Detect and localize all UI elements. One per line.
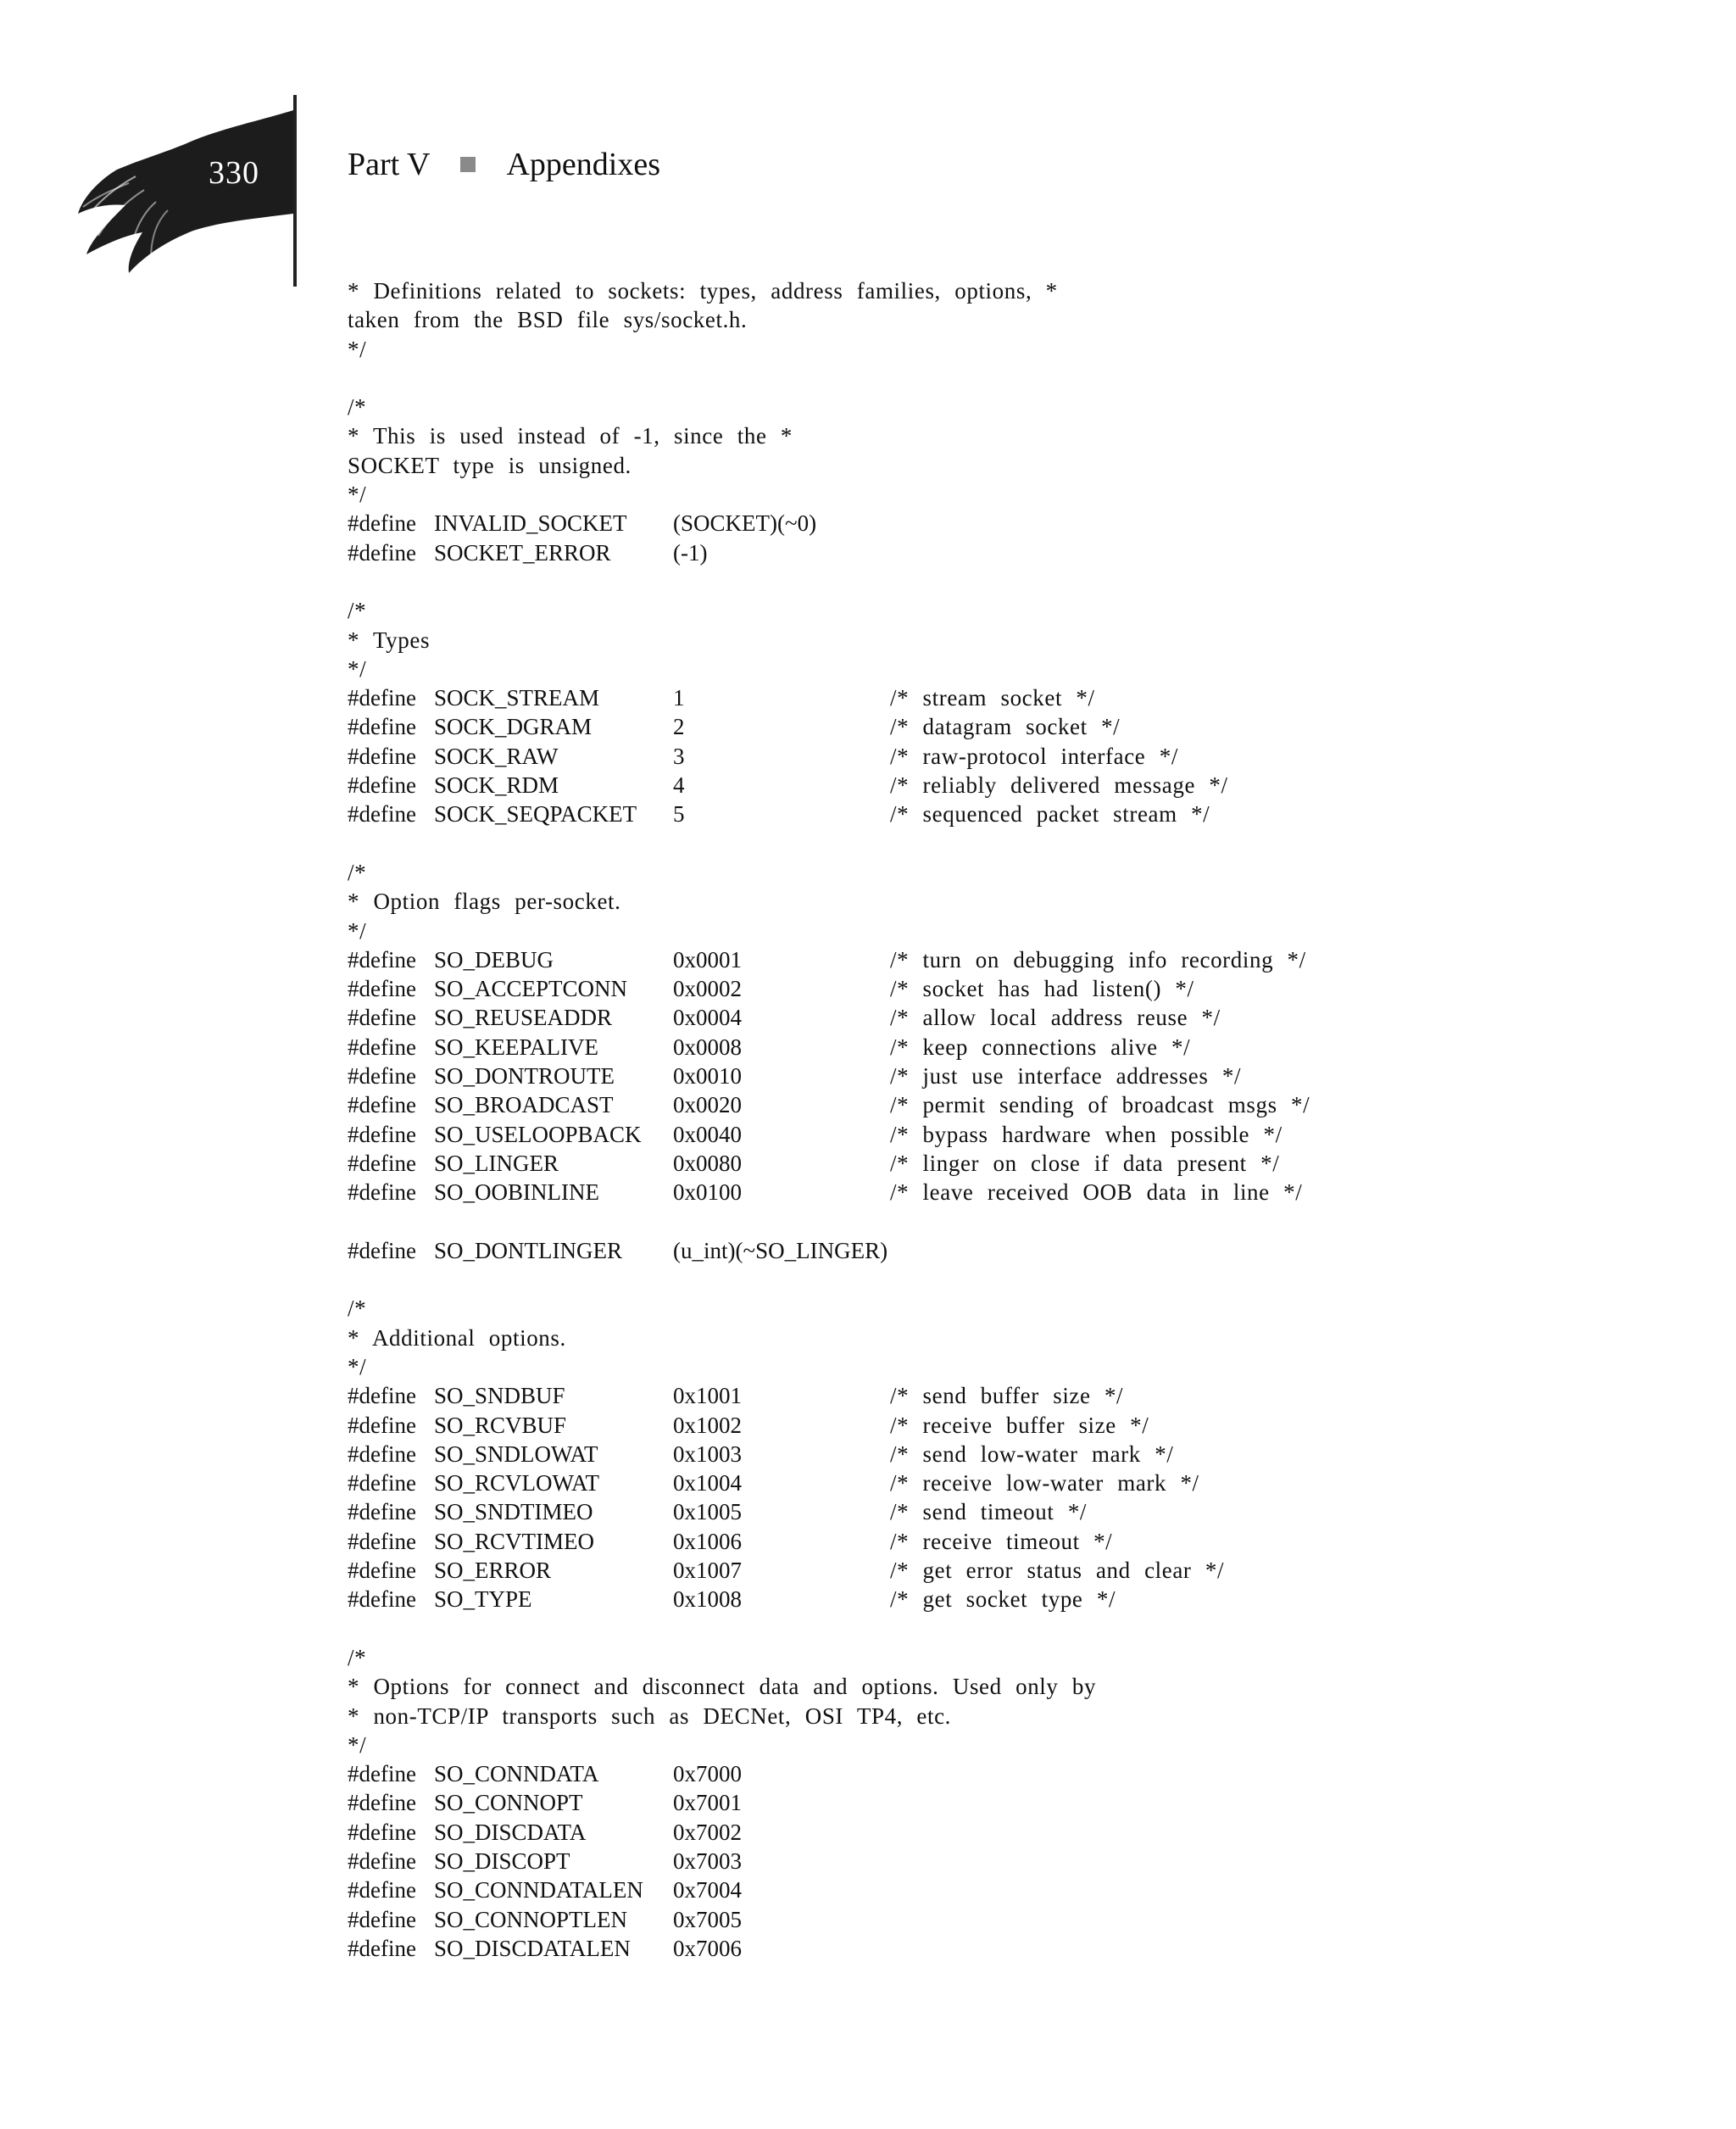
macro-value: 0x1007 [673, 1558, 742, 1584]
comment-text: * Definitions related to sockets: types, address families, options, * [348, 278, 1058, 304]
comment-text: */ [348, 1353, 367, 1379]
comment-text: /* [348, 859, 367, 885]
macro-value: 0x1005 [673, 1499, 742, 1525]
macro-name: SOCK_RDM [434, 772, 559, 799]
quill-banner-emblem [75, 95, 312, 290]
define-keyword: #define [348, 539, 416, 566]
define-keyword: #define [348, 1121, 416, 1147]
macro-name: SOCK_DGRAM [434, 714, 593, 740]
macro-comment: /* reliably delivered message */ [890, 772, 1228, 799]
comment-text: */ [348, 917, 367, 944]
macro-name: SO_RCVTIMEO [434, 1528, 595, 1554]
define-keyword: #define [348, 1499, 416, 1525]
define-keyword: #define [348, 1586, 416, 1613]
define-keyword: #define [348, 1935, 416, 1961]
macro-value: 0x1004 [673, 1470, 742, 1496]
macro-comment: /* sequenced packet stream */ [890, 801, 1210, 828]
define-keyword: #define [348, 1819, 416, 1845]
part-label: Part V [348, 147, 431, 182]
macro-name: SO_SNDBUF [434, 1383, 565, 1409]
macro-value: 0x7003 [673, 1848, 742, 1875]
comment-text: */ [348, 336, 367, 362]
comment-text: SOCKET type is unsigned. [348, 452, 632, 478]
macro-value: (u_int)(~SO_LINGER) [673, 1237, 888, 1263]
macro-value: 2 [673, 714, 685, 740]
macro-value: 0x7001 [673, 1790, 742, 1816]
macro-comment: /* get error status and clear */ [890, 1558, 1225, 1584]
macro-value: 4 [673, 772, 685, 799]
macro-value: 0x1003 [673, 1441, 742, 1467]
macro-name: SO_OOBINLINE [434, 1179, 599, 1206]
macro-comment: /* send low-water mark */ [890, 1441, 1174, 1467]
macro-name: SO_SNDLOWAT [434, 1441, 598, 1467]
comment-text: taken from the BSD file sys/socket.h. [348, 307, 748, 333]
macro-value: (SOCKET)(~0) [673, 510, 817, 537]
define-keyword: #define [348, 1092, 416, 1118]
macro-name: SO_KEEPALIVE [434, 1034, 599, 1060]
comment-text: /* [348, 598, 367, 624]
square-bullet-icon [460, 157, 476, 172]
macro-value: 0x1001 [673, 1383, 742, 1409]
macro-name: SO_CONNDATALEN [434, 1877, 643, 1903]
define-keyword: #define [348, 1150, 416, 1176]
macro-name: SO_CONNOPT [434, 1790, 583, 1816]
macro-value: 5 [673, 801, 685, 828]
define-keyword: #define [348, 1237, 416, 1263]
macro-value: 0x0100 [673, 1179, 742, 1206]
macro-value: (-1) [673, 539, 708, 566]
comment-text: * Option flags per-socket. [348, 889, 621, 915]
macro-name: SO_DEBUG [434, 946, 554, 973]
macro-name: SOCK_RAW [434, 743, 559, 769]
page-number: 330 [209, 155, 259, 191]
macro-comment: /* raw-protocol interface */ [890, 743, 1178, 769]
define-keyword: #define [348, 976, 416, 1002]
macro-comment: /* send timeout */ [890, 1499, 1088, 1525]
macro-comment: /* receive low-water mark */ [890, 1470, 1199, 1496]
comment-text: */ [348, 1731, 367, 1758]
macro-comment: /* leave received OOB data in line */ [890, 1179, 1303, 1206]
macro-value: 0x0004 [673, 1005, 742, 1031]
define-keyword: #define [348, 714, 416, 740]
macro-name: SO_REUSEADDR [434, 1005, 613, 1031]
macro-value: 0x7005 [673, 1906, 742, 1932]
macro-name: SO_RCVLOWAT [434, 1470, 600, 1496]
macro-name: SOCK_SEQPACKET [434, 801, 637, 828]
define-keyword: #define [348, 1906, 416, 1932]
macro-comment: /* bypass hardware when possible */ [890, 1121, 1283, 1147]
running-head [348, 146, 660, 183]
macro-comment: /* turn on debugging info recording */ [890, 946, 1306, 973]
define-keyword: #define [348, 946, 416, 973]
macro-comment: /* send buffer size */ [890, 1383, 1124, 1409]
macro-comment: /* keep connections alive */ [890, 1034, 1191, 1060]
macro-value: 0x0008 [673, 1034, 742, 1060]
macro-value: 0x1008 [673, 1586, 742, 1613]
macro-value: 0x7004 [673, 1877, 742, 1903]
macro-name: INVALID_SOCKET [434, 510, 627, 537]
macro-comment: /* get socket type */ [890, 1586, 1116, 1613]
macro-comment: /* allow local address reuse */ [890, 1005, 1221, 1031]
macro-name: SOCK_STREAM [434, 685, 600, 711]
define-keyword: #define [348, 1790, 416, 1816]
macro-comment: /* stream socket */ [890, 685, 1095, 711]
macro-name: SO_USELOOPBACK [434, 1121, 642, 1147]
comment-text: * This is used instead of -1, since the * [348, 423, 793, 449]
define-keyword: #define [348, 1877, 416, 1903]
macro-name: SO_CONNOPTLEN [434, 1906, 628, 1932]
macro-comment: /* permit sending of broadcast msgs */ [890, 1092, 1310, 1118]
macro-value: 0x0010 [673, 1063, 742, 1090]
macro-value: 0x1006 [673, 1528, 742, 1554]
macro-comment: /* datagram socket */ [890, 714, 1121, 740]
macro-name: SO_ACCEPTCONN [434, 976, 628, 1002]
macro-comment: /* socket has had listen() */ [890, 976, 1194, 1002]
macro-comment: /* receive buffer size */ [890, 1412, 1149, 1438]
macro-value: 0x0080 [673, 1150, 742, 1176]
macro-name: SO_DONTROUTE [434, 1063, 615, 1090]
define-keyword: #define [348, 510, 416, 537]
comment-text: * Options for connect and disconnect data and options. Used only by [348, 1674, 1097, 1700]
macro-name: SO_CONNDATA [434, 1761, 599, 1787]
macro-value: 1 [673, 685, 685, 711]
macro-value: 0x7002 [673, 1819, 742, 1845]
define-keyword: #define [348, 1412, 416, 1438]
define-keyword: #define [348, 1528, 416, 1554]
macro-value: 0x7000 [673, 1761, 742, 1787]
macro-value: 0x0040 [673, 1121, 742, 1147]
define-keyword: #define [348, 1848, 416, 1875]
macro-name: SO_LINGER [434, 1150, 559, 1176]
macro-value: 0x0002 [673, 976, 742, 1002]
define-keyword: #define [348, 801, 416, 828]
define-keyword: #define [348, 685, 416, 711]
macro-name: SOCKET_ERROR [434, 539, 611, 566]
define-keyword: #define [348, 1470, 416, 1496]
macro-value: 0x1002 [673, 1412, 742, 1438]
macro-comment: /* just use interface addresses */ [890, 1063, 1242, 1090]
macro-name: SO_RCVBUF [434, 1412, 567, 1438]
define-keyword: #define [348, 743, 416, 769]
define-keyword: #define [348, 1383, 416, 1409]
macro-comment: /* linger on close if data present */ [890, 1150, 1280, 1176]
comment-text: /* [348, 1296, 367, 1322]
define-keyword: #define [348, 1179, 416, 1206]
macro-name: SO_DISCOPT [434, 1848, 570, 1875]
define-keyword: #define [348, 1558, 416, 1584]
comment-text: /* [348, 1644, 367, 1670]
macro-value: 0x0020 [673, 1092, 742, 1118]
define-keyword: #define [348, 1005, 416, 1031]
comment-text: /* [348, 394, 367, 421]
macro-name: SO_DISCDATALEN [434, 1935, 631, 1961]
define-keyword: #define [348, 1441, 416, 1467]
macro-name: SO_DONTLINGER [434, 1237, 622, 1263]
macro-name: SO_DISCDATA [434, 1819, 587, 1845]
comment-text: * Additional options. [348, 1324, 566, 1351]
macro-value: 0x0001 [673, 946, 742, 973]
define-keyword: #define [348, 772, 416, 799]
define-keyword: #define [348, 1761, 416, 1787]
macro-value: 0x7006 [673, 1935, 742, 1961]
define-keyword: #define [348, 1063, 416, 1090]
section-label: Appendixes [506, 147, 660, 182]
comment-text: * non-TCP/IP transports such as DECNet, OSI TP4, etc. [348, 1703, 952, 1729]
macro-comment: /* receive timeout */ [890, 1528, 1113, 1554]
macro-value: 3 [673, 743, 685, 769]
comment-text: */ [348, 655, 367, 682]
define-keyword: #define [348, 1034, 416, 1060]
macro-name: SO_BROADCAST [434, 1092, 614, 1118]
comment-text: * Types [348, 627, 431, 653]
comment-text: */ [348, 482, 367, 508]
macro-name: SO_SNDTIMEO [434, 1499, 593, 1525]
macro-name: SO_TYPE [434, 1586, 532, 1613]
macro-name: SO_ERROR [434, 1558, 552, 1584]
